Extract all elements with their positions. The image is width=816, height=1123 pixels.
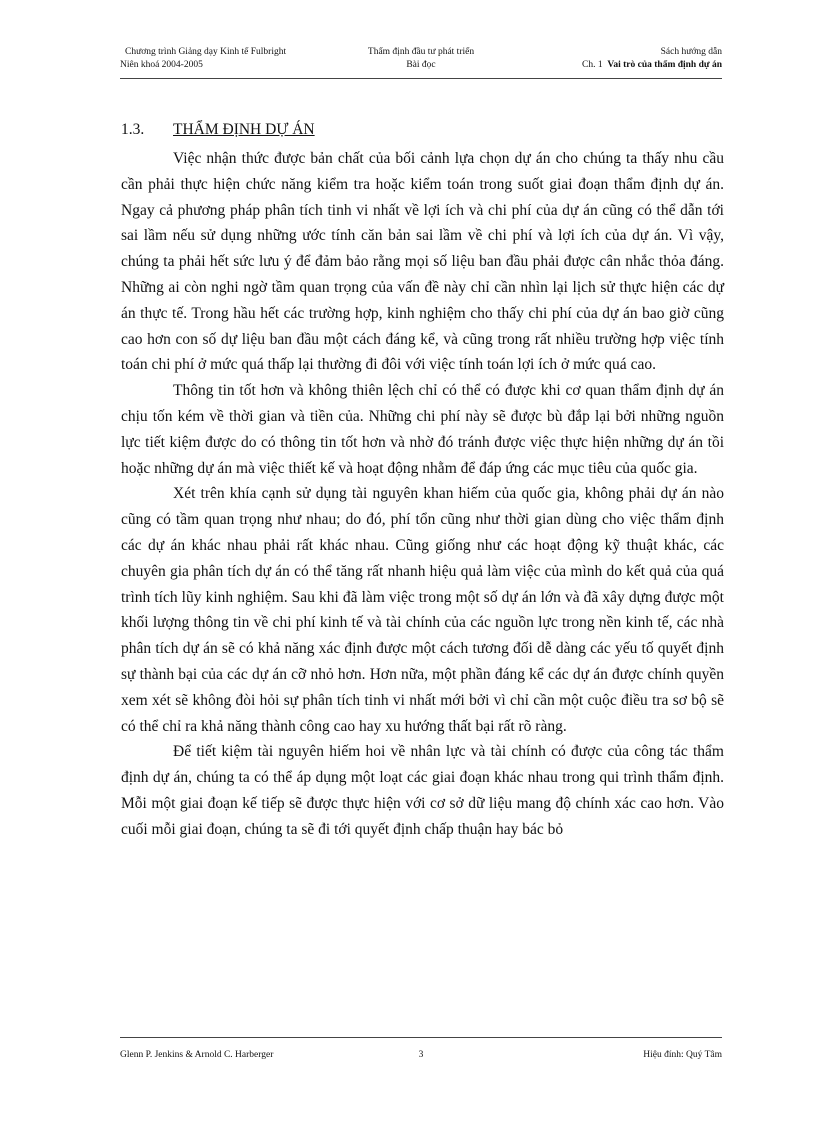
footer-divider [120,1037,722,1038]
header-right [582,46,722,72]
chapter-title: Vai trò của thẩm định dự án [607,60,722,70]
editor: Hiệu đính: Quý Tâm [643,1050,722,1060]
header-divider [120,78,722,79]
page-number: 3 [418,1050,424,1060]
academic-year: Niên khoá 2004-2005 [120,60,203,70]
document-type: Bài đọc [406,60,436,70]
section-heading [121,121,315,139]
book-type: Sách hướng dẫn [660,47,722,57]
paragraph: Thông tin tốt hơn và không thiên lệch chỉ có thể có được khi cơ quan thẩm định dự án chịu tốn kém về thời gian và tiền của. Những chi phí này sẽ được bù đắp lại bởi những nguồn lực tiết kiệm được do có thông tin tốt hơn và nhờ đó tránh được việc thực hiện những dự án tồi hoặc những dự án mà việc thiết kế và hoạt động nhằm để đáp ứng các mục tiêu của quốc gia. [121,382,724,477]
authors: Glenn P. Jenkins & Arnold C. Harberger [120,1050,274,1060]
course-name: Thẩm định đầu tư phát triển [367,47,475,57]
paragraph: Việc nhận thức được bản chất của bối cảnh lựa chọn dự án cho chúng ta thấy nhu cầu cần phải thực hiện chức năng kiểm tra hoặc kiểm toán trong suốt giai đoạn thẩm định dự án. Ngay cả phương pháp phân tích tinh vi nhất về lợi ích và chi phí của dự án cũng có thể dẫn tới sai lầm nếu sử dụng những ước tính căn bản sai lầm về chi phí và lợi ích của dự án. Vì vậy, chúng ta phải hết sức lưu ý để đảm bảo rằng mọi số liệu ban đầu phải được cân nhắc thỏa đáng. Những ai còn nghi ngờ tầm quan trọng của vấn đề này chỉ cần nhìn lại lịch sử thực hiện các dự án thực tế. Trong hầu hết các trường hợp, kinh nghiệm cho thấy chi phí của dự án bao giờ cũng cao hơn con số dự liệu ban đầu một cách đáng kể, và cũng trong rất nhiều trường hợp việc tính toán chi phí ở mức quá thấp lại thường đi đôi với việc tính toán lợi ích ở mức quá cao. [121,150,724,374]
chapter-number: Ch. 1 [582,60,603,70]
paragraph: Để tiết kiệm tài nguyên hiếm hoi về nhân lực và tài chính có được của công tác thẩm định dự án, chúng ta có thể áp dụng một loạt các giai đoạn khác nhau trong qui trình thẩm định. Mỗi một giai đoạn kế tiếp sẽ được thực hiện với cơ sở dữ liệu mang độ chính xác cao hơn. Vào cuối mỗi giai đoạn, chúng ta sẽ đi tới quyết định chấp thuận hay bác bỏ [121,743,724,838]
chapter-line [582,59,722,72]
program-name: Chương trình Giảng dạy Kinh tế Fulbright [125,47,287,57]
paragraph: Xét trên khía cạnh sử dụng tài nguyên khan hiếm của quốc gia, không phải dự án nào cũng có tầm quan trọng như nhau; do đó, phí tổn cũng như thời gian dùng cho việc thẩm định các dự án khác nhau phải rất khác nhau. Cũng giống như các hoạt động kỹ thuật khác, các chuyên gia phân tích dự án có thể tăng rất nhanh hiệu quả làm việc của mình do kết quả của quá trình tích lũy kinh nghiệm. Sau khi đã làm việc trong một số dự án lớn và đã xây dựng được một khối lượng thông tin về chi phí kinh tế và tài chính của các nguồn lực trong nền kinh tế, các nhà phân tích dự án sẽ có khả năng xác định được một cách tương đối dễ dàng các yếu tố quyết định sự thành bại của các dự án cỡ nhỏ hơn. Hơn nữa, một phần đáng kể các dự án được chính quyền xem xét sẽ không đòi hỏi sự phân tích tinh vi nhất mới bởi vì chỉ cần một cuộc điều tra sơ bộ sẽ có thể chỉ ra khả năng thành công cao hay xu hướng thất bại rất rõ ràng. [121,485,724,735]
body-text [121,146,724,843]
section-title: THẨM ĐỊNH DỰ ÁN [173,121,315,138]
section-number: 1.3. [121,121,145,138]
